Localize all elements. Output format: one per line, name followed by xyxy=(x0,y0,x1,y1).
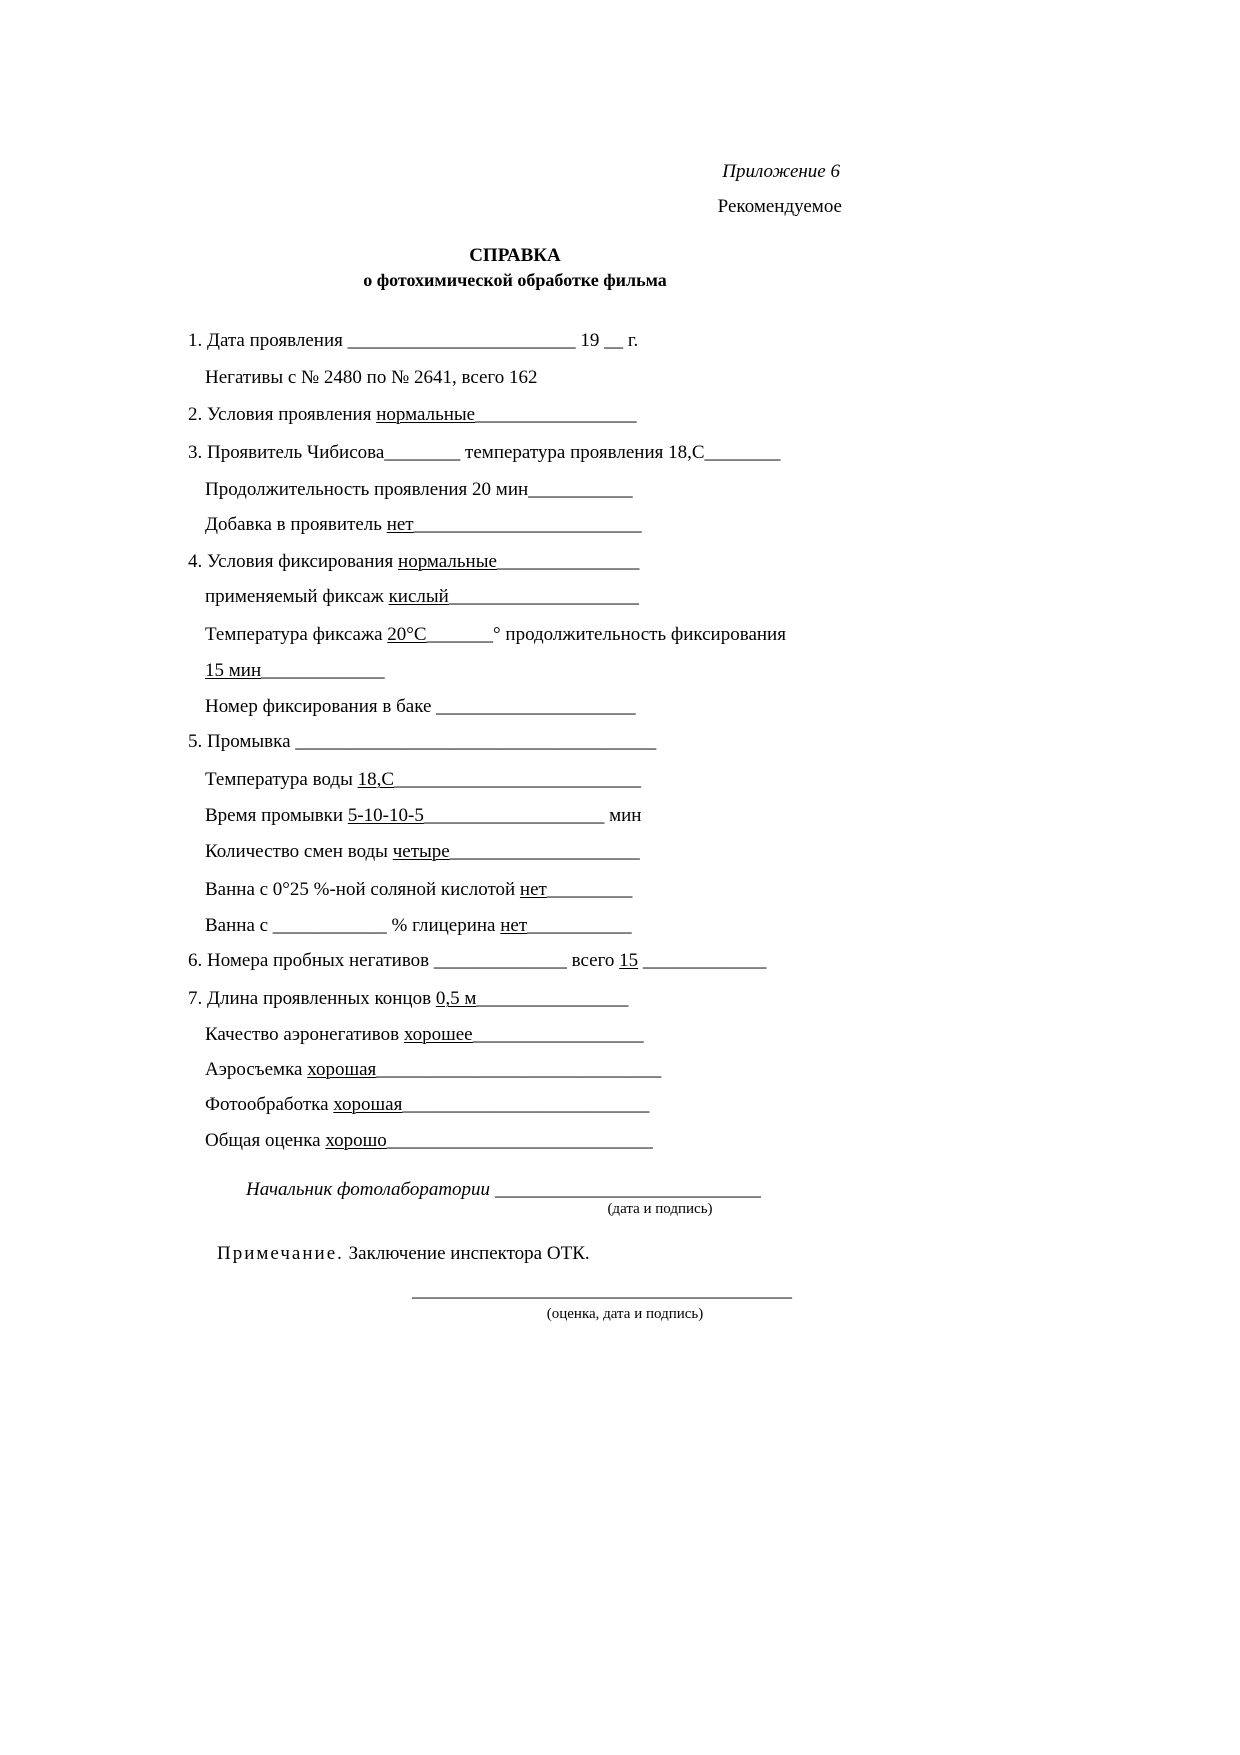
field-label: Ванна с ____________ % глицерина xyxy=(205,915,501,936)
item-5-water-temperature xyxy=(205,769,641,791)
field-label: 2. Условия проявления xyxy=(188,404,377,425)
document-title: СПРАВКА xyxy=(469,245,561,266)
chief-label: Начальник фотолаборатории xyxy=(246,1179,491,1200)
inspector-signature-caption: (оценка, дата и подпись) xyxy=(546,1306,704,1322)
chief-signature-line xyxy=(246,1179,761,1201)
document-subtitle: о фотохимической обработке фильма xyxy=(363,270,667,290)
item-4-fixer-temperature xyxy=(205,624,786,646)
field-value: 15 xyxy=(619,950,639,971)
item-3-developer: 3. Проявитель Чибисова________ температура проявления 18,С________ xyxy=(188,442,781,463)
note-label: Примечание. xyxy=(217,1243,344,1264)
chief-signature-caption: (дата и подпись) xyxy=(607,1201,713,1217)
field-value: хорошее xyxy=(403,1024,473,1045)
item-4-fixing-tank-number: Номер фиксирования в баке _____________________ xyxy=(205,696,636,717)
item-6-test-negatives xyxy=(188,950,766,972)
field-blank: _______° продолжительность фиксирования xyxy=(426,624,786,645)
field-value: нормальные xyxy=(398,551,497,572)
field-blank: __________________ xyxy=(472,1024,644,1045)
item-7-aerial-survey xyxy=(205,1059,661,1081)
field-blank: _________________ xyxy=(475,404,637,425)
note-line xyxy=(217,1243,590,1265)
item-3-development-duration: Продолжительность проявления 20 мин___________ xyxy=(205,479,633,500)
field-blank: ____________________ xyxy=(448,586,639,607)
field-label: применяемый фиксаж xyxy=(205,586,389,607)
signature-blank: ____________________________ xyxy=(490,1179,761,1200)
field-blank: _______________ xyxy=(496,551,640,572)
item-5-glycerin-bath xyxy=(205,915,632,937)
field-value: 0,5 м xyxy=(435,988,477,1009)
appendix-label: Приложение 6 xyxy=(722,161,840,182)
field-value: нет xyxy=(500,915,528,936)
item-7-overall-rating xyxy=(205,1130,653,1152)
field-value: нормальные xyxy=(376,404,476,425)
field-value: четыре xyxy=(392,841,450,862)
field-blank: ____________________________ xyxy=(386,1130,653,1151)
field-label: Добавка в проявитель xyxy=(205,514,387,535)
field-value: 15 мин xyxy=(205,660,262,681)
item-7-developed-ends-length xyxy=(188,988,628,1010)
field-value: 5-10-10-5 xyxy=(347,805,424,826)
item-5-acid-bath xyxy=(205,879,632,901)
field-label: 7. Длина проявленных концов xyxy=(188,988,436,1009)
field-label: 4. Условия фиксирования xyxy=(188,551,399,572)
item-4-fixing-duration xyxy=(205,660,385,682)
field-label: Температура фиксажа xyxy=(205,624,388,645)
field-label: 6. Номера пробных негативов ______________ всего xyxy=(188,950,620,971)
field-blank: ________________ xyxy=(476,988,629,1009)
inspector-signature-blank: ________________________________________ xyxy=(412,1280,792,1301)
field-blank: _________ xyxy=(546,879,633,900)
field-label: Время промывки xyxy=(205,805,348,826)
item-5-washing-time xyxy=(205,805,641,827)
field-label: Ванна с 0°25 %-ной соляной кислотой xyxy=(205,879,520,900)
item-1-negatives-range: Негативы с № 2480 по № 2641, всего 162 xyxy=(205,367,538,388)
field-label: Качество аэронегативов xyxy=(205,1024,404,1045)
field-value: нет xyxy=(519,879,547,900)
field-blank: _____________ xyxy=(261,660,385,681)
item-4-fixer-used xyxy=(205,586,639,608)
item-7-negatives-quality xyxy=(205,1024,644,1046)
field-value: хорошая xyxy=(307,1059,377,1080)
item-3-developer-additive xyxy=(205,514,642,536)
field-label: Фотообработка xyxy=(205,1094,334,1115)
field-label: Общая оценка xyxy=(205,1130,326,1151)
field-value: 20°С xyxy=(387,624,427,645)
field-blank: ______________________________ xyxy=(376,1059,662,1080)
item-1-development-date: 1. Дата проявления ________________________ 19 __ г. xyxy=(188,330,639,351)
recommended-label: Рекомендуемое xyxy=(717,196,842,217)
field-value: кислый xyxy=(388,586,449,607)
field-blank: __________________________ xyxy=(394,769,642,790)
field-value: 18,С xyxy=(357,769,395,790)
field-value: хорошая xyxy=(333,1094,403,1115)
field-blank: __________________________ xyxy=(402,1094,650,1115)
item-5-water-changes xyxy=(205,841,640,863)
field-label: Температура воды xyxy=(205,769,358,790)
item-2-development-conditions xyxy=(188,404,637,426)
field-blank: _____________ xyxy=(638,950,767,971)
field-label: Количество смен воды xyxy=(205,841,393,862)
item-4-fixing-conditions xyxy=(188,551,639,573)
field-blank: ___________ xyxy=(527,915,632,936)
note-text: Заключение инспектора ОТК. xyxy=(343,1243,590,1264)
field-value: нет xyxy=(386,514,414,535)
field-blank: ___________________ мин xyxy=(423,805,642,826)
field-blank: ________________________ xyxy=(413,514,642,535)
field-label: Аэросъемка xyxy=(205,1059,308,1080)
item-5-washing: 5. Промывка ______________________________________ xyxy=(188,731,657,752)
field-value: хорошо xyxy=(325,1130,387,1151)
field-blank: ____________________ xyxy=(449,841,640,862)
item-7-photo-processing xyxy=(205,1094,649,1116)
